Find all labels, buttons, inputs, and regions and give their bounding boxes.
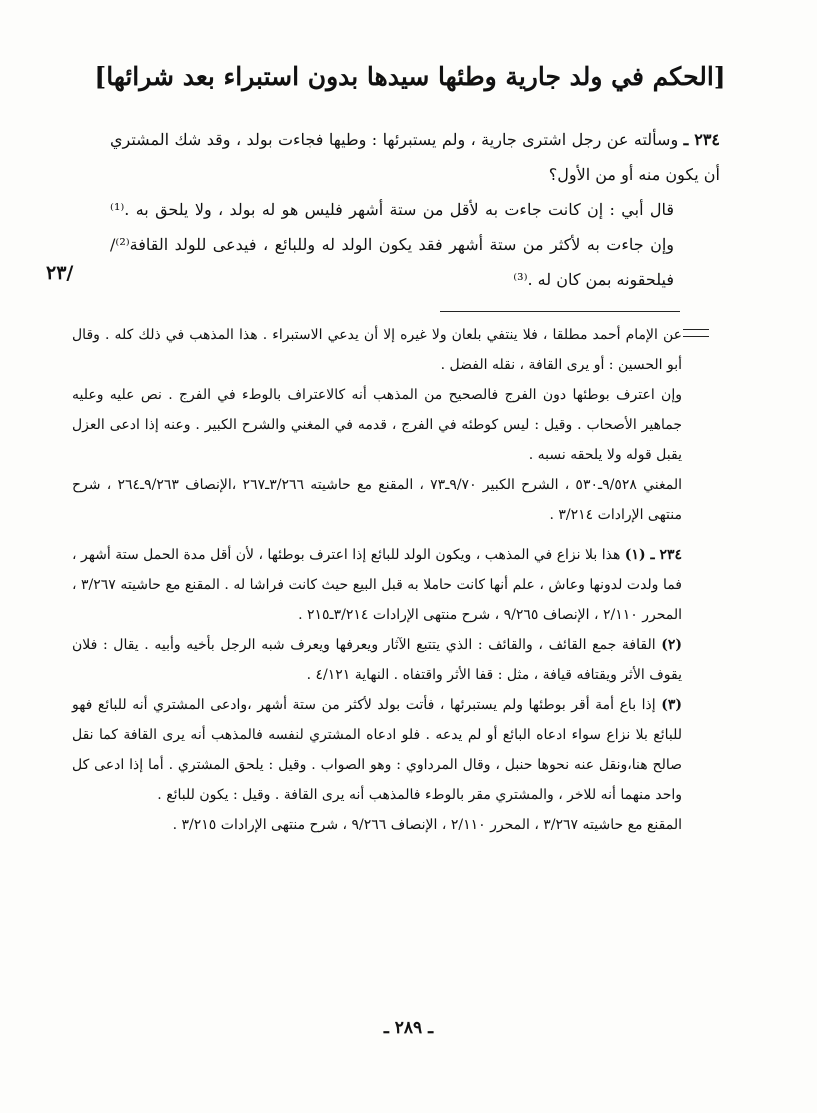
footnote-1 [72,540,682,630]
footnotes [72,320,682,840]
footnote-3-text: إذا باع أمة أقر بوطئها ولم يستبرئها ، فأتت بولد لأكثر من ستة أشهر ،وادعى المشتري أنه للبائع فهو للبائع بلا نزاع سواء ادعاه البائع أو لم يدعه . فلو ادعاه المشتري لنفسه فالمذهب أنه يرى القافة كما نقل صالح هنا،ونقل عنه نحوها حنبل ، وقال المرداوي : وهو الصواب . وقيل : يلحق المشتري . أما إذا ادعى كل واحد منهما أنه للاخر ، والمشتري مقر بالوطء فالمذهب أنه يرى القافة . وقيل : يكون للبائع . [72,697,682,803]
note-continued-3: المغني ٩/٥٢٨ـ٥٣٠ ، الشرح الكبير ٩/٧٠ـ٧٣ ، المقنع مع حاشيته ٣/٢٦٦ـ٢٦٧ ،الإنصاف ٩/٢٦٣ـ٢٦٤ ، شرح منتهى الإرادات ٣/٢١٤ . [72,477,682,523]
margin-page-reference: /٢٣ [46,262,74,284]
footnote-2-text: القافة جمع القائف ، والقائف : الذي يتتبع الآثار ويعرفها ويعرف شبه الرجل بأخيه وأبيه . يقال : فلان يقوف الأثر ويقتافه قيافة ، مثل : قفا الأثر واقتفاه . النهاية ٤/١٢١ . [72,637,682,683]
entry-number: ٢٣٤ ـ [683,130,721,149]
continuation-mark-icon [683,329,709,337]
footnote-2-label: (٢) [661,637,683,653]
note-continued-1: عن الإمام أحمد مطلقا ، فلا ينتفي بلعان ولا غيره إلا أن يدعي الاستبراء . هذا المذهب في ذلك كله . وقال أبو الحسين : أو يرى القافة ، نقله الفضل . [72,327,682,373]
entry-question-text: وسألته عن رجل اشترى جارية ، ولم يستبرئها : وطيها فجاءت بولد ، وقد شك المشتري أن يكون منه أو من الأول؟ [110,130,720,184]
entry-question [110,122,720,192]
footnote-3 [72,690,682,810]
footnote-separator [440,311,680,312]
page-number: ـ ٢٨٩ ـ [383,1018,434,1038]
page-title: [الحكم في ولد جارية وطئها سيدها بدون استبراء بعد شرائها] [94,62,726,91]
entry-answer: قال أبي : إن كانت جاءت به لأقل من ستة أشهر فليس هو له بولد ، ولا يلحق به .⁽¹⁾ وإن جاءت به لأكثر من ستة أشهر فقد يكون الولد له وللبائع ، فيدعى للولد القافة⁽²⁾/ فيلحقونه بمن كان له .⁽³⁾ [110,200,674,289]
main-text [110,122,720,297]
footnote-3-label: (٣) [661,697,682,713]
footnote-2 [72,630,682,690]
note-continued-2: وإن اعترف بوطئها دون الفرج فالصحيح من المذهب أنه كالاعتراف بالوطء في الفرج . نص عليه وعليه جماهير الأصحاب . وقيل : ليس كوطئه في الفرج ، قدمه في المغني والشرح الكبير . وعنه إذا ادعى العزل يقبل قوله ولا يلحقه نسبه . [72,387,682,463]
footnote-1-label: ٢٣٤ ـ (١) [624,547,682,563]
footnote-3-sources: المقنع مع حاشيته ٣/٢٦٧ ، المحرر ٢/١١٠ ، الإنصاف ٩/٢٦٦ ، شرح منتهى الإرادات ٣/٢١٥ . [172,817,682,833]
footnote-1-text: هذا بلا نزاع في المذهب ، ويكون الولد للبائع إذا اعترف بوطئها ، لأن أقل مدة الحمل ستة أشهر ، فما ولدت لدونها وعاش ، علم أنها كانت حاملا به قبل البيع حيث كانت فراشا له . المقنع مع حاشيته ٣/٢٦٧ ، المحرر ٢/١١٠ ، الإنصاف ٩/٢٦٥ ، شرح منتهى الإرادات ٣/٢١٤ـ٢١٥ . [72,547,682,623]
